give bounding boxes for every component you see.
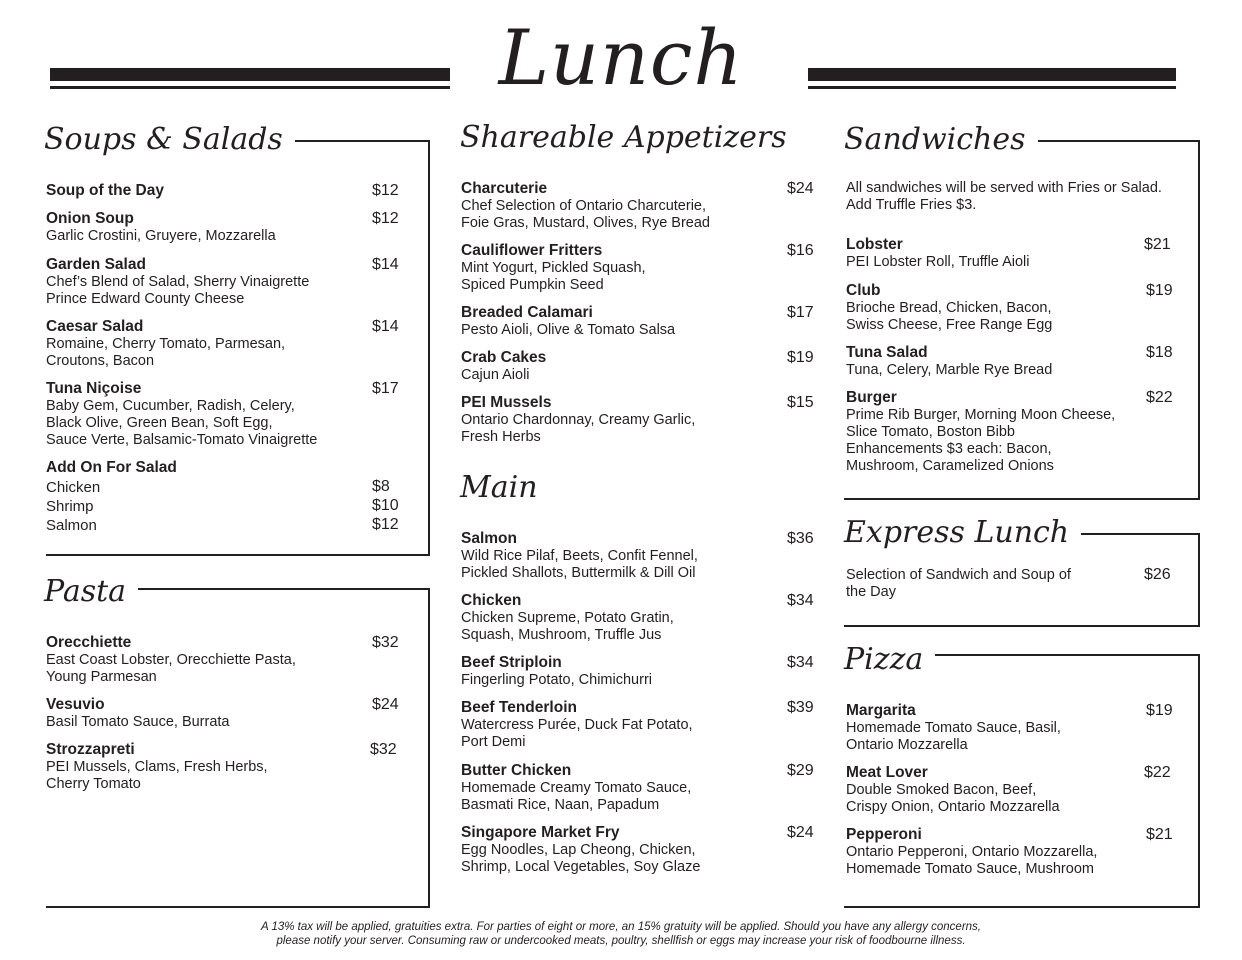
addon-name: Salmon bbox=[46, 517, 97, 534]
item-description: Egg Noodles, Lap Cheong, Chicken, Shrimp, Local Vegetables, Soy Glaze bbox=[461, 842, 701, 875]
item-name: Lobster bbox=[846, 236, 903, 253]
item-price: $14 bbox=[372, 256, 399, 273]
menu-item bbox=[46, 741, 366, 793]
item-name: Beef Striploin bbox=[461, 654, 562, 671]
express-description: Selection of Sandwich and Soup of the Day bbox=[846, 567, 1071, 600]
menu-item bbox=[461, 349, 781, 384]
item-price: $21 bbox=[1146, 826, 1173, 843]
item-name: Breaded Calamari bbox=[461, 304, 593, 321]
menu-item bbox=[46, 380, 366, 449]
item-description: Homemade Tomato Sauce, Basil, Ontario Mozzarella bbox=[846, 720, 1061, 753]
item-description: Chicken Supreme, Potato Gratin, Squash, Mushroom, Truffle Jus bbox=[461, 610, 674, 643]
item-price: $12 bbox=[372, 210, 399, 227]
item-price: $19 bbox=[787, 349, 814, 366]
item-price: $39 bbox=[787, 699, 814, 716]
item-description: Basil Tomato Sauce, Burrata bbox=[46, 714, 230, 730]
item-description: Wild Rice Pilaf, Beets, Confit Fennel, Pickled Shallots, Buttermilk & Dill Oil bbox=[461, 548, 698, 581]
item-name: Tuna Salad bbox=[846, 344, 928, 361]
item-price: $19 bbox=[1146, 282, 1173, 299]
menu-item bbox=[461, 762, 781, 814]
item-description: PEI Mussels, Clams, Fresh Herbs, Cherry Tomato bbox=[46, 759, 268, 792]
item-description: Garlic Crostini, Gruyere, Mozzarella bbox=[46, 228, 276, 244]
item-description: Mint Yogurt, Pickled Squash, Spiced Pumpkin Seed bbox=[461, 260, 646, 293]
item-name: Orecchiette bbox=[46, 634, 132, 651]
item-description: Tuna, Celery, Marble Rye Bread bbox=[846, 362, 1053, 378]
addon-price: $8 bbox=[372, 478, 390, 495]
left-title-rule bbox=[50, 86, 450, 89]
pasta-heading: Pasta bbox=[44, 572, 138, 612]
item-description: Brioche Bread, Chicken, Bacon, Swiss Cheese, Free Range Egg bbox=[846, 300, 1053, 333]
item-price: $24 bbox=[787, 824, 814, 841]
item-name: Meat Lover bbox=[846, 764, 928, 781]
item-name: Onion Soup bbox=[46, 210, 134, 227]
menu-item bbox=[46, 696, 366, 731]
item-price: $12 bbox=[372, 182, 399, 199]
item-name: Garden Salad bbox=[46, 256, 146, 273]
menu-item bbox=[46, 256, 366, 308]
item-name: Charcuterie bbox=[461, 180, 548, 197]
item-name: Butter Chicken bbox=[461, 762, 572, 779]
item-description: Double Smoked Bacon, Beef, Crispy Onion, Ontario Mozzarella bbox=[846, 782, 1060, 815]
item-name: Beef Tenderloin bbox=[461, 699, 577, 716]
item-price: $17 bbox=[372, 380, 399, 397]
menu-item bbox=[46, 210, 366, 245]
addon-price: $12 bbox=[372, 516, 399, 533]
item-name: Burger bbox=[846, 389, 897, 406]
menu-item bbox=[46, 182, 366, 200]
item-name: Tuna Niçoise bbox=[46, 380, 142, 397]
item-name: Chicken bbox=[461, 592, 522, 609]
item-description: Homemade Creamy Tomato Sauce, Basmati Rice, Naan, Papadum bbox=[461, 780, 692, 813]
item-description: Prime Rib Burger, Morning Moon Cheese, Slice Tomato, Boston Bibb Enhancements $3 each: Bacon, Mushroom, Caramelized Onions bbox=[846, 407, 1116, 474]
item-price: $15 bbox=[787, 394, 814, 411]
item-price: $32 bbox=[372, 634, 399, 651]
item-price: $14 bbox=[372, 318, 399, 335]
menu-item bbox=[461, 699, 781, 751]
menu-item bbox=[461, 304, 781, 339]
menu-item bbox=[461, 592, 781, 644]
item-description: PEI Lobster Roll, Truffle Aioli bbox=[846, 254, 1030, 270]
item-name: PEI Mussels bbox=[461, 394, 552, 411]
main-heading: Main bbox=[460, 470, 538, 505]
item-description: Fingerling Potato, Chimichurri bbox=[461, 672, 652, 688]
item-price: $32 bbox=[370, 741, 397, 758]
item-name: Caesar Salad bbox=[46, 318, 144, 335]
item-description: Romaine, Cherry Tomato, Parmesan, Croutons, Bacon bbox=[46, 336, 286, 369]
item-name: Crab Cakes bbox=[461, 349, 547, 366]
express-heading: Express Lunch bbox=[844, 513, 1081, 553]
item-price: $34 bbox=[787, 592, 814, 609]
item-description: Pesto Aioli, Olive & Tomato Salsa bbox=[461, 322, 676, 338]
sandwiches-note: All sandwiches will be served with Fries or Salad. Add Truffle Fries $3. bbox=[846, 180, 1162, 213]
item-price: $17 bbox=[787, 304, 814, 321]
menu-item bbox=[846, 236, 1136, 271]
item-name: Vesuvio bbox=[46, 696, 105, 713]
menu-item bbox=[846, 764, 1136, 816]
item-description: Chef’s Blend of Salad, Sherry Vinaigrette Prince Edward County Cheese bbox=[46, 274, 310, 307]
sandwiches-heading: Sandwiches bbox=[844, 120, 1038, 160]
appetizers-heading: Shareable Appetizers bbox=[460, 120, 787, 155]
item-name: Soup of the Day bbox=[46, 182, 164, 199]
menu-item bbox=[846, 344, 1136, 379]
item-price: $19 bbox=[1146, 702, 1173, 719]
item-name: Pepperoni bbox=[846, 826, 922, 843]
item-price: $29 bbox=[787, 762, 814, 779]
item-name: Singapore Market Fry bbox=[461, 824, 620, 841]
item-name: Strozzapreti bbox=[46, 741, 135, 758]
menu-item bbox=[461, 394, 781, 446]
item-name: Salmon bbox=[461, 530, 517, 547]
menu-item bbox=[846, 826, 1141, 878]
menu-item bbox=[461, 242, 781, 294]
menu-item bbox=[461, 824, 781, 876]
item-price: $21 bbox=[1144, 236, 1171, 253]
menu-item bbox=[846, 282, 1136, 334]
item-description: Chef Selection of Ontario Charcuterie, Foie Gras, Mustard, Olives, Rye Bread bbox=[461, 198, 710, 231]
item-price: $18 bbox=[1146, 344, 1173, 361]
item-name: Cauliflower Fritters bbox=[461, 242, 603, 259]
item-price: $22 bbox=[1146, 389, 1173, 406]
right-title-rule bbox=[808, 86, 1176, 89]
item-description: Watercress Purée, Duck Fat Potato, Port Demi bbox=[461, 717, 693, 750]
menu-item bbox=[846, 389, 1141, 475]
soups-heading: Soups & Salads bbox=[44, 120, 295, 160]
page-title: Lunch bbox=[498, 13, 744, 102]
item-price: $24 bbox=[372, 696, 399, 713]
right-title-bar bbox=[808, 68, 1176, 81]
item-description: Cajun Aioli bbox=[461, 367, 530, 383]
item-description: Ontario Chardonnay, Creamy Garlic, Fresh Herbs bbox=[461, 412, 696, 445]
item-price: $16 bbox=[787, 242, 814, 259]
item-price: $34 bbox=[787, 654, 814, 671]
pizza-heading: Pizza bbox=[844, 640, 935, 680]
footer-disclaimer: A 13% tax will be applied, gratuities extra. For parties of eight or more, an 15% gratuity will be applied. Should you have any allergy concerns, please notify your server. Consuming raw or undercooked meats, poultry, shellfish or eggs may increase your risk of foodbourne illness. bbox=[261, 921, 981, 947]
menu-item bbox=[461, 180, 781, 232]
item-description: Baby Gem, Cucumber, Radish, Celery, Black Olive, Green Bean, Soft Egg, Sauce Verte, Balsamic-Tomato Vinaigrette bbox=[46, 398, 318, 448]
item-name: Margarita bbox=[846, 702, 916, 719]
addon-name: Chicken bbox=[46, 479, 101, 496]
item-price: $24 bbox=[787, 180, 814, 197]
addon-title: Add On For Salad bbox=[46, 459, 177, 476]
item-description: East Coast Lobster, Orecchiette Pasta, Young Parmesan bbox=[46, 652, 296, 685]
menu-item bbox=[46, 318, 366, 370]
item-price: $36 bbox=[787, 530, 814, 547]
express-price: $26 bbox=[1144, 566, 1171, 583]
menu-item bbox=[46, 634, 366, 686]
menu-item bbox=[846, 702, 1136, 754]
item-description: Ontario Pepperoni, Ontario Mozzarella, Homemade Tomato Sauce, Mushroom bbox=[846, 844, 1098, 877]
addon-price: $10 bbox=[372, 497, 399, 514]
left-title-bar bbox=[50, 68, 450, 81]
menu-item bbox=[461, 530, 781, 582]
item-price: $22 bbox=[1144, 764, 1171, 781]
menu-item bbox=[461, 654, 781, 689]
item-name: Club bbox=[846, 282, 881, 299]
addon-name: Shrimp bbox=[46, 498, 94, 515]
